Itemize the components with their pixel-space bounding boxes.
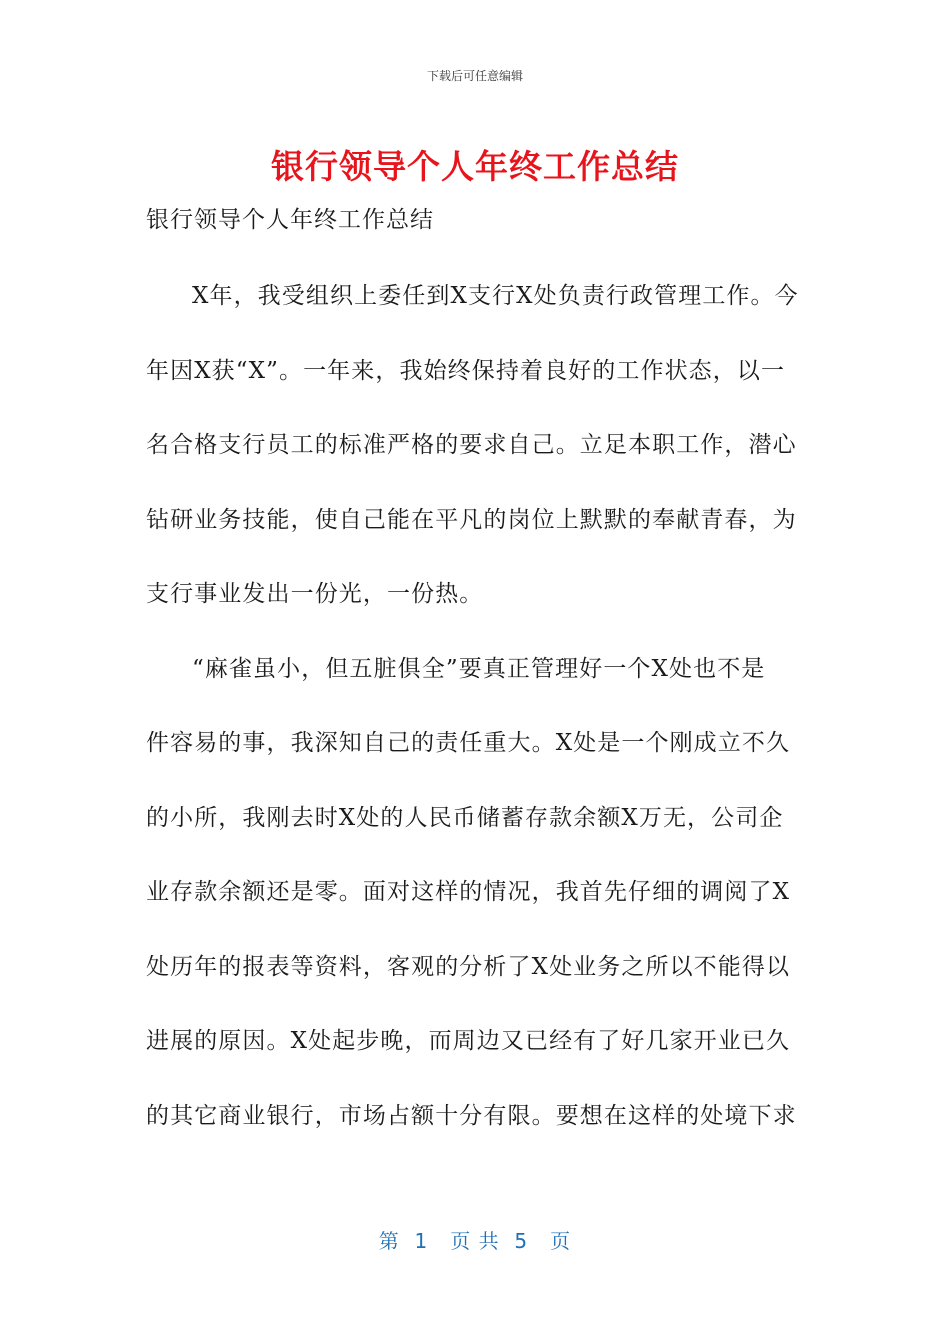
header-note: 下载后可任意编辑 — [426, 69, 523, 83]
document-subtitle: 银行领导个人年终工作总结 — [146, 207, 434, 233]
paragraph-1-line: 钻研业务技能，使自己能在平凡的岗位上默默的奉献青春，为 — [146, 506, 797, 533]
paragraph-2-line: 的其它商业银行，市场占额十分有限。要想在这样的处境下求 — [146, 1102, 797, 1129]
paragraph-1-line: 名合格支行员工的标准严格的要求自己。立足本职工作，潜心 — [146, 432, 797, 458]
page-number-footer: 第 1 页 共 5 页 — [378, 1229, 572, 1253]
document-title: 银行领导个人年终工作总结 — [271, 147, 679, 186]
paragraph-1-line: 年因X获“X”。一年来，我始终保持着良好的工作状态，以一 — [146, 357, 786, 384]
paragraph-2-line: 处历年的报表等资料，客观的分析了X处业务之所以不能得以 — [146, 953, 791, 980]
paragraph-2-line: 的小所，我刚去时X处的人民币储蓄存款余额X万无，公司企 — [146, 804, 784, 831]
paragraph-2-line: 件容易的事，我深知自己的责任重大。X处是一个刚成立不久 — [146, 730, 791, 756]
paragraph-1-line: 支行事业发出一份光，一份热。 — [146, 581, 484, 607]
paragraph-2-line: 进展的原因。X处起步晚，而周边又已经有了好几家开业已久 — [146, 1028, 791, 1054]
document-body — [146, 280, 806, 1174]
paragraph-2-line: “麻雀虽小，但五脏俱全”要真正管理好一个X处也不是 — [192, 655, 766, 682]
paragraph-2-line: 业存款余额还是零。面对这样的情况，我首先仔细的调阅了X — [146, 879, 791, 905]
paragraph-1-line: X年，我受组织上委任到X支行X处负责行政管理工作。今 — [192, 283, 799, 309]
